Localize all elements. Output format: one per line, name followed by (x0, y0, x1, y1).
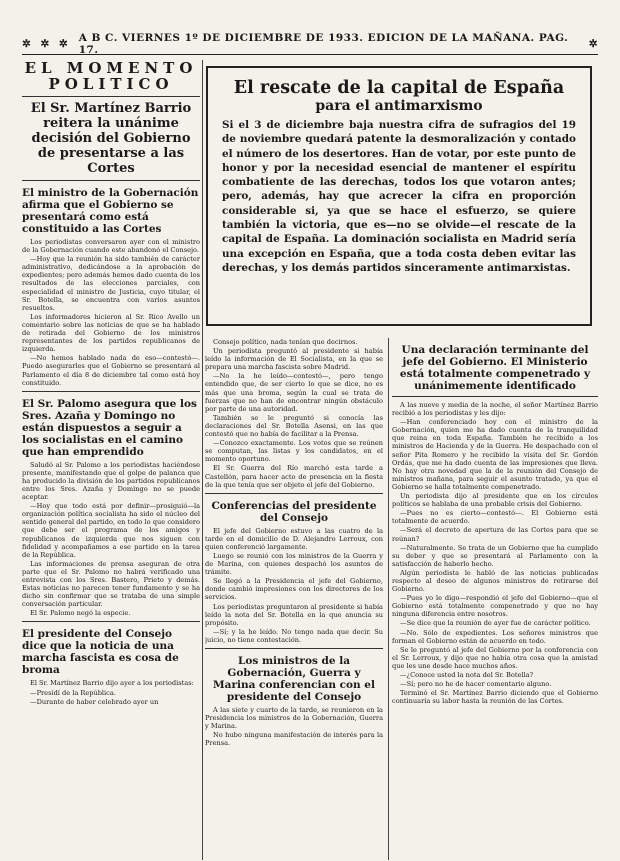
header-ornament: ✲ ✲ ✲ (22, 38, 71, 50)
section-kicker: EL MOMENTO (24, 60, 198, 77)
article-title: Conferencias del presidente del Consejo (211, 499, 377, 524)
paragraph: —Será el decreto de apertura de las Cortes para que se reúnan? (392, 526, 598, 543)
paragraph: Los periodistas conversaron ayer con el ministro de la Gobernación cuando este abandonó el Consejo. (22, 238, 200, 255)
paragraph: Los informadores hicieron al Sr. Rico Avello un comentario sobre las noticias de que se ha hablado de retirada del Gobierno de los ministros representantes de los partidos republicanos de izquierda. (22, 312, 200, 354)
paragraph: Las informaciones de prensa aseguran de otra parte que el Sr. Palomo no habrá verificado una entrevista con los Sres. Bastero, Prieto y demás. Estas noticias no parecen tener fundamento y se ha dicho sin confirmar que se trataba de una simple conversación particular. (22, 559, 200, 609)
divider (22, 96, 200, 97)
article-title: Los ministros de la Gobernación, Guerra y Marina conferencian con el presidente del Consejo (213, 655, 375, 703)
page-header (22, 32, 598, 56)
paragraph: —Sí; pero no he de hacer comentario alguno. (400, 680, 552, 689)
paragraph: —No la he leído—contestó—, pero tengo entendido que, de ser cierto lo que se dice, no es más que una broma, según la cual se trata de fuerzas que no han de encontrar ningún obstáculo por parte de una autoridad. (205, 372, 383, 413)
paragraph: —Se dice que la reunión de ayer fue de carácter político. (400, 619, 591, 628)
main-headline: El Sr. Martínez Barrio reitera la unánime decisión del Gobierno de presentarse a las Cortes (30, 101, 192, 176)
paragraph: El Sr. Martínez Barrio dijo ayer a los periodistas: (30, 679, 194, 688)
article-title: El Sr. Palomo asegura que los Sres. Azaña y Domingo no están dispuestos a seguir a los socialistas en el camino que han emprendido (22, 397, 197, 458)
middle-column (205, 338, 383, 860)
paragraph: A las siete y cuarto de la tarde, se reunieron en la Presidencia los ministros de la Gobernación, Guerra y Marina. (205, 706, 383, 731)
paragraph: —Pues yo le digo—respondió el jefe del Gobierno—que el Gobierno está totalmente compenetrado y que no hay ninguna diferencia entre nosotros. (392, 594, 598, 619)
paragraph: —Durante de haber celebrado ayer un (30, 697, 159, 706)
header-rule (22, 54, 598, 55)
paragraph: El Sr. Palomo negó la especie. (30, 609, 131, 618)
paragraph: —Han conferenciado hoy con el ministro de la Gobernación, quien me ha dado cuenta de la tranquilidad que reina en toda España. También he recibido a los ministros de Hacienda y de la Guerra. He despachado con el señor Pita Romero y he recibido la visita del Sr. Gordón Ordás, que me ha dado cuenta de las impresiones que lleva. No hay otra novedad que la de la reunión del Consejo de ministros mañana, para seguir el asunto tratado, ya que el Gobierno se halla totalmente compenetrado. (392, 418, 598, 491)
paragraph: —Sí; y la he leído. No tengo nada que decir. Su juicio, no tiene contestación. (205, 627, 383, 644)
paragraph: —Presidí de la República. (30, 688, 116, 697)
paragraph: Terminó el Sr. Martínez Barrio diciendo que el Gobierno continuaría su labor hasta la reunión de las Cortes. (392, 689, 598, 706)
paragraph: A las nueve y media de la noche, el señor Martínez Barrio recibió a los periodistas y les dijo: (392, 401, 598, 418)
notice-subtitle: para el antimarxismo (315, 98, 483, 114)
paragraph: Luego se reunió con los ministros de la Guerra y de Marina, con quienes despachó los asuntos de trámite. (205, 551, 383, 577)
paragraph: Se le preguntó al jefe del Gobierno por la conferencia con el Sr. Lerroux, y dijo que no había otra cosa que la amistad que les une desde hace muchos años. (392, 645, 598, 670)
paragraph: —Conozco exactamente. Los votos que se reúnen se computan, las listas y los candidatos, en el momento oportuno. (205, 439, 383, 464)
section-kicker: POLITICO (48, 75, 174, 93)
divider (22, 621, 200, 622)
paragraph: También se le preguntó si conocía las declaraciones del Sr. Botella Asensi, en las que contestó que no había de facilitar a la Prensa. (205, 413, 383, 439)
divider (22, 180, 200, 181)
paragraph: Consejo político, nada tenían que decirnos. (213, 338, 358, 346)
left-column (22, 60, 200, 860)
header-star: ✲ (588, 38, 598, 50)
divider (392, 396, 598, 397)
article-title: El ministro de la Gobernación afirma que el Gobierno se presentará como está constituido a las Cortes (22, 187, 199, 235)
paragraph: —Hoy que todo está por definir—prosiguió—la organización política socialista ha sido el núcleo del sentido general del partido, en todo lo que considero que debe ser el programa de los amigos y republicanos de izquierda que nos siguen con fidelidad y acompañamos a ese partido en la tarea de la República. (22, 502, 200, 559)
paragraph: —No hemos hablado nada de eso—contestó—. Puedo asegurarles que el Gobierno se presentará al Parlamento el día 8 de diciembre tal como está hoy constituido. (22, 354, 200, 387)
column-rule (388, 338, 389, 860)
paragraph: No hubo ninguna manifestación de interés para la Prensa. (205, 731, 383, 748)
paragraph: —Hoy que la reunión ha sido también de carácter administrativo, dedicándose a la aprobación de expedientes; pero además hemos dado cuenta de los resultados de las elecciones parciales, con especialidad el ministro de Justicia, cuyo titular, el Sr. Botella, se encuentra con varios asuntos resueltos. (22, 255, 200, 312)
right-column (392, 338, 598, 860)
article-title: El presidente del Consejo dice que la noticia de una marcha fascista es cosa de broma (22, 628, 179, 677)
paragraph: Los periodistas preguntaron al presidente si había leído la nota del Sr. Botella en la que anuncia su propósito. (205, 602, 383, 627)
notice-title: El rescate de la capital de España (233, 78, 565, 98)
paragraph: Saludó al Sr. Palomo a los periodistas haciéndose presente, manifestando que el golpe de palanca que ha producido la división de los partidos republicanos entre los Sres. Azaña y Domingo no se puede aceptar. (22, 460, 200, 502)
paragraph: El jefe del Gobierno estuvo a las cuatro de la tarde en el domicilio de D. Alejandro Lerroux, con quien conferenció largamente. (205, 526, 383, 551)
article-title: Una declaración terminante del jefe del Gobierno. El Ministerio está totalmente compenetrado y unánimemente identificado (399, 344, 591, 392)
paragraph: —Naturalmente. Se trata de un Gobierno que ha cumplido su deber y que se presentará al Parlamento con la satisfacción de haberlo hecho. (392, 543, 598, 568)
paragraph: —Pues no es cierto—contestó—. El Gobierno está totalmente de acuerdo. (392, 509, 598, 526)
paragraph: Un periodista preguntó al presidente si había leído la información de El Socialista, en la que se prepara una marcha fascista sobre Madrid. (205, 347, 383, 372)
paragraph: Algún periodista le habló de las noticias publicadas respecto al deseo de algunos ministros de retirarse del Gobierno. (392, 568, 598, 594)
divider (22, 391, 200, 392)
boxed-notice (206, 66, 592, 326)
notice-body: Si el 3 de diciembre baja nuestra cifra de sufragios del 19 de noviembre quedará patente la desmoralización y contado el número de los desertores. Han de votar, por este punto de honor y por la necesidad esencial de mantener el espíritu combatiente de las derechas, todos los que votaron antes; pero, además, hay que acrecer la cifra en proporción considerable si, ya que se hace el esfuerzo, se quiere también la victoria, que es—no se olvide—el rescate de la capital de España. La dominación socialista en Madrid sería una excepción en España, que a toda costa deben evitar las derechas, y los demás partidos sinceramente antimarxistas. (222, 119, 576, 274)
column-rule (202, 60, 203, 860)
divider (205, 648, 383, 649)
paragraph: Se llegó a la Presidencia el jefe del Gobierno, donde cambió impresiones con los directores de los servicios. (205, 577, 383, 602)
paragraph: El Sr. Guerra del Río marchó esta tarde a Castellón, para hacer acto de presencia en la fiesta de la que tenía que ser objeto el jefe del Gobierno. (205, 464, 383, 489)
paragraph: —¿Conoce usted la nota del Sr. Botella? (400, 671, 534, 679)
paragraph: Un periodista dijo al presidente que en los círculos políticos se hablaba de una probable crisis del Gobierno. (392, 492, 598, 509)
page-folio: A B C. VIERNES 1º DE DICIEMBRE DE 1933. EDICION DE LA MAÑANA. PAG. 17. (78, 32, 569, 56)
divider (205, 493, 383, 494)
paragraph: —No. Sólo de expedientes. Los señores ministros que forman el Gobierno están de acuerdo en todo. (392, 628, 598, 645)
